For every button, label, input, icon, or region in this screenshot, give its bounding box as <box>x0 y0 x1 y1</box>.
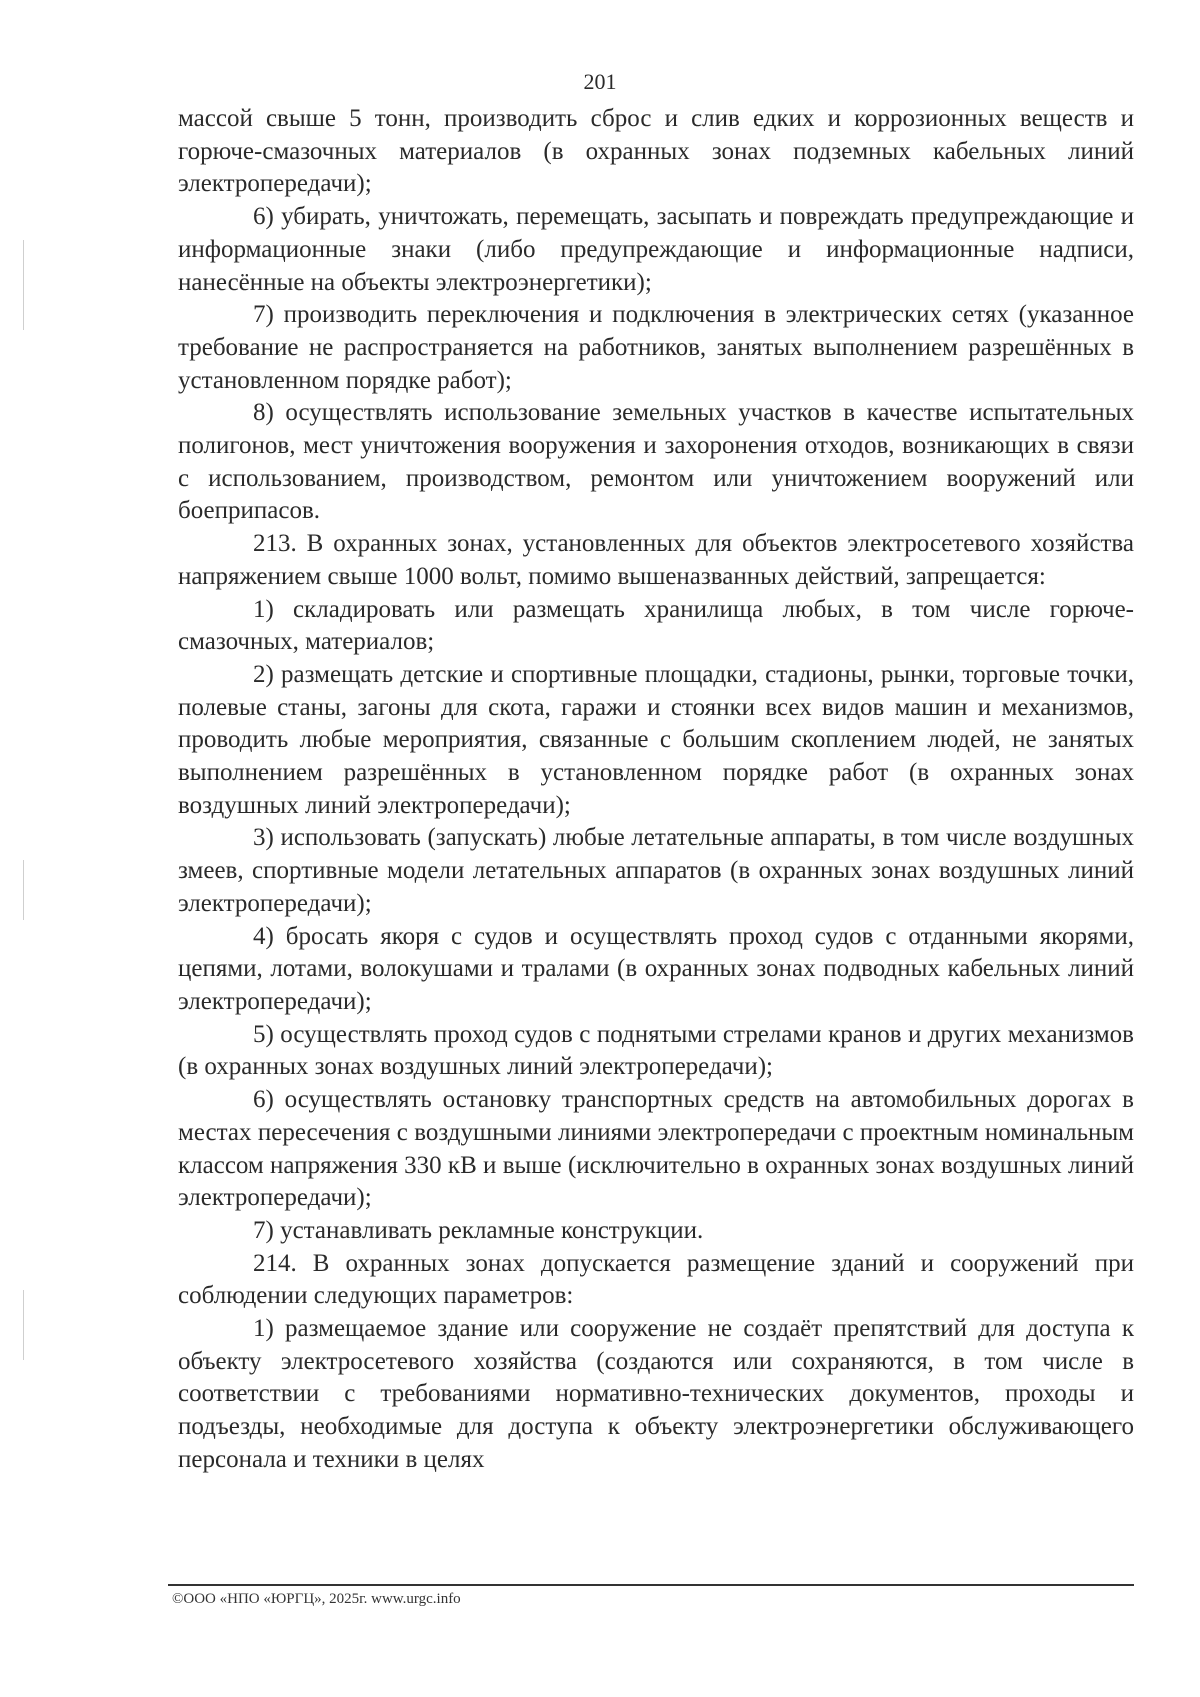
list-item-6: 6) убирать, уничтожать, перемещать, засыпать и повреждать предупреждающие и информационные знаки (либо предупреждающие и информационные надписи, нанесённые на объекты электроэнергетики); <box>178 203 1134 296</box>
clause-213-item-6: 6) осуществлять остановку транспортных средств на автомобильных дорогах в местах пересечения с воздушными линиями электропередачи с проектным номинальным классом напряжения 330 кВ и выше (исключительно в охранных зонах воздушных линий электропередачи); <box>178 1086 1134 1212</box>
clause-213-item-7: 7) устанавливать рекламные конструкции. <box>253 1216 704 1244</box>
clause-213: 213. В охранных зонах, установленных для объектов электросетевого хозяйства напряжением свыше 1000 вольт, помимо вышеназванных действий, запрещается: <box>178 530 1134 590</box>
page-number: 201 <box>583 69 617 94</box>
footer-copyright: ©ООО «НПО «ЮРГЦ», 2025г. www.urgc.info <box>172 1591 461 1607</box>
scan-edge-mark <box>23 240 24 330</box>
scan-edge-mark <box>23 1290 24 1360</box>
document-body <box>178 103 1134 1477</box>
footer-divider <box>168 1584 1134 1586</box>
paragraph-continuation: массой свыше 5 тонн, производить сброс и слив едких и коррозионных веществ и горюче-смазочных материалов (в охранных зонах подземных кабельных линий электропередачи); <box>178 105 1134 198</box>
clause-213-item-3: 3) использовать (запускать) любые летательные аппараты, в том числе воздушных змеев, спортивные модели летательных аппаратов (в охранных зонах воздушных линий электропередачи); <box>178 824 1134 917</box>
list-item-8: 8) осуществлять использование земельных участков в качестве испытательных полигонов, мест уничтожения вооружения и захоронения отходов, возникающих в связи с использованием, производством, ремонтом или уничтожением вооружений или боеприпасов. <box>178 399 1134 525</box>
clause-214-item-1: 1) размещаемое здание или сооружение не создаёт препятствий для доступа к объекту электросетевого хозяйства (создаются или сохраняются, в том числе в соответствии с требованиями нормативно-технических документов, проходы и подъезды, необходимые для доступа к объекту электроэнергетики обслуживающего персонала и техники в целях <box>178 1315 1134 1473</box>
clause-213-item-1: 1) складировать или размещать хранилища любых, в том числе горюче-смазочных, материалов; <box>178 595 1134 656</box>
clause-214: 214. В охранных зонах допускается размещение зданий и сооружений при соблюдении следующих параметров: <box>178 1249 1134 1310</box>
clause-213-item-2: 2) размещать детские и спортивные площадки, стадионы, рынки, торговые точки, полевые станы, загоны для скота, гаражи и стоянки всех видов машин и механизмов, проводить любые мероприятия, связанные с большим скоплением людей, не занятых выполнением разрешённых в установленном порядке работ (в охранных зонах воздушных линий электропередачи); <box>178 660 1134 819</box>
clause-213-item-4: 4) бросать якоря с судов и осуществлять проход судов с отданными якорями, цепями, лотами, волокушами и тралами (в охранных зонах подводных кабельных линий электропередачи); <box>178 922 1134 1015</box>
list-item-7: 7) производить переключения и подключения в электрических сетях (указанное требование не распространяется на работников, занятых выполнением разрешённых в установленном порядке работ); <box>178 301 1134 394</box>
scan-edge-mark <box>23 860 24 920</box>
clause-213-item-5: 5) осуществлять проход судов с поднятыми стрелами кранов и других механизмов (в охранных зонах воздушных линий электропередачи); <box>178 1020 1134 1081</box>
